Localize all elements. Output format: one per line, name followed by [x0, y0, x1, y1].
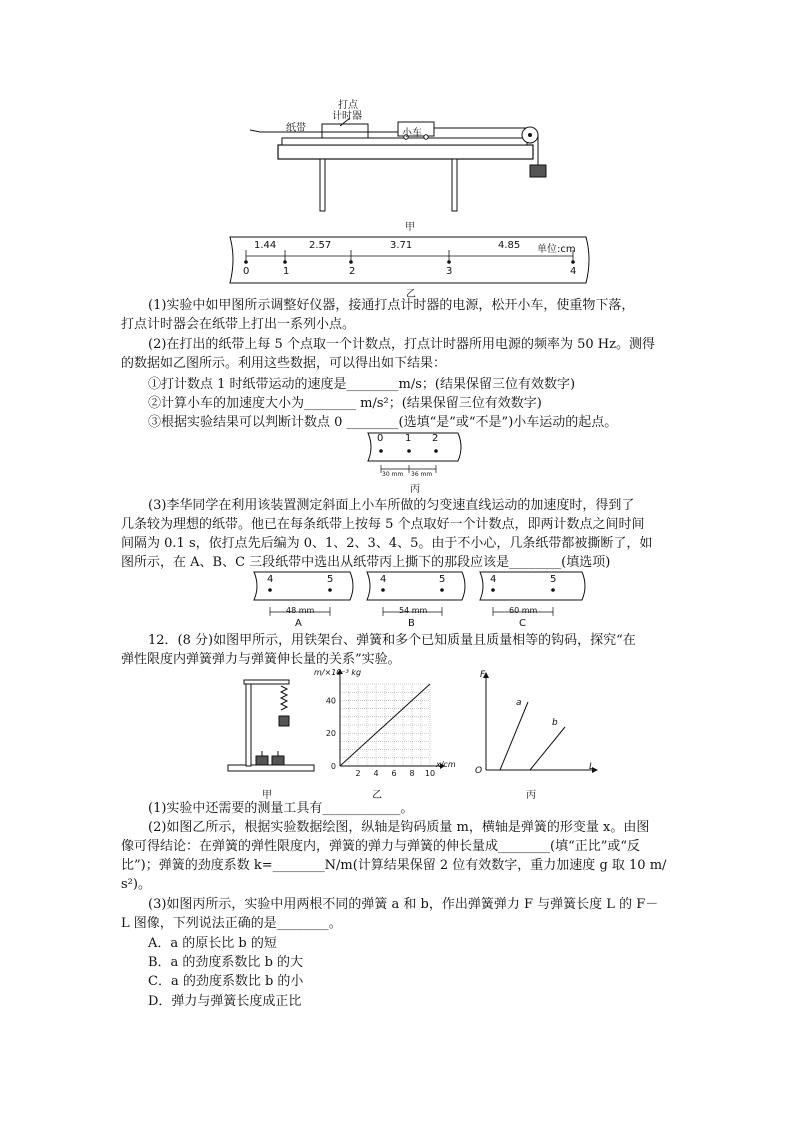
line-b	[530, 727, 565, 770]
q2-line1: (2)在打出的纸带上每 5 个点取一个计数点，打点计时器所用电源的频率为 50 Hz。测得	[148, 337, 655, 352]
y-tick-label: 20	[325, 729, 336, 739]
q3-line2: 几条较为理想的纸带。他已在每条纸带上按每 5 个点取好一个计数点，即两计数点之间时间	[121, 517, 645, 532]
p3-line2: L 图像，下列说法正确的是________。	[121, 916, 342, 931]
q2-line2: 的数据如乙图所示。利用这些数据，可以得出如下结果：	[121, 356, 447, 371]
q1-line1: (1)实验中如甲图所示调整好仪器，接通打点计时器的电源，松开小车，使重物下落，	[148, 298, 635, 313]
p3-line1: (3)如图丙所示，实验中用两根不同的弹簧 a 和 b，作出弹簧弹力 F 与弹簧长度 L 的 F－	[148, 897, 659, 912]
caption-12-bing: 丙	[526, 790, 536, 801]
x-tick-label: 2	[355, 769, 361, 778]
x-tick-label: 8	[409, 769, 415, 778]
p2-line3: 比”)；弹簧的劲度系数 k=________N/m(计算结果保留 2 位有效数字，重力加速度 g 取 10 m/	[121, 858, 667, 873]
tape-point-4: 4	[570, 266, 577, 277]
caption-12-yi: 乙	[372, 790, 382, 801]
bing-dist-1: 30 mm	[382, 471, 404, 478]
y-tick-label: 0	[330, 762, 336, 771]
figure-iron-stand	[226, 672, 316, 782]
fl-b: b	[552, 718, 558, 728]
fl-L: L	[589, 762, 595, 772]
x-tick-label: 10	[424, 769, 436, 778]
tape-c-p5: 5	[550, 574, 557, 585]
q3-line4: 图所示，在 A、B、C 三段纸带中选出从纸带丙上撕下的那段应该是________(填选项)	[121, 555, 611, 570]
q2-item3: ③根据实验结果可以判断计数点 0 ________(选填“是”或“不是”)小车运动的起点。	[148, 415, 618, 430]
q3-line1: (3)李华同学在利用该装置测定斜面上小车所做的匀变速直线运动的加速度时，得到了	[148, 498, 635, 513]
p2-line1: (2)如图乙所示，根据实验数据绘图，纵轴是钩码质量 m，横轴是弹簧的形变量 x。由图	[148, 820, 650, 835]
tape-dist-2: 2.57	[309, 240, 332, 251]
x-tick-label: 6	[391, 769, 397, 778]
tape-b-dist: 54 mm	[399, 606, 428, 615]
option-d: D．弹力与弹簧长度成正比	[148, 994, 302, 1009]
hanging-weight	[530, 165, 546, 177]
q2-item1: ①打计数点 1 时纸带运动的速度是________m/s；(结果保留三位有效数字)	[148, 377, 576, 392]
label-cart: 小车	[402, 128, 422, 139]
tape-c-dist: 60 mm	[509, 606, 538, 615]
figure-apparatus	[240, 90, 560, 230]
chart-mass-vs-deformation	[318, 668, 448, 782]
option-a: A．a 的原长比 b 的短	[148, 936, 277, 951]
timer-box	[322, 124, 368, 138]
caption-yi: 乙	[406, 289, 416, 300]
tape-b-p5: 5	[439, 574, 446, 585]
tape-a-label: A	[295, 618, 302, 629]
tape-a-p5: 5	[327, 574, 334, 585]
tape-unit: 单位:cm	[537, 244, 576, 255]
bing-point-1: 1	[405, 433, 412, 444]
tape-point-1: 1	[283, 266, 290, 277]
chart-ylabel: m/×10⁻³ kg	[314, 668, 362, 677]
tape-b-p4: 4	[380, 574, 387, 585]
q3-line3: 间隔为 0.1 s，依打点先后编为 0、1、2、3、4、5。由于不小心，几条纸带都被撕断了，如	[121, 536, 653, 551]
table-top	[278, 145, 533, 159]
tape-dist-3: 3.71	[390, 240, 413, 251]
q2-item2: ②计算小车的加速度大小为________ m/s²；(结果保留三位有效数字)	[148, 396, 542, 411]
tape-a-dist: 48 mm	[286, 606, 315, 615]
q1-line2: 打点计时器会在纸带上打出一系列小点。	[121, 317, 356, 332]
q12-line2: 弹性限度内弹簧弹力与弹簧伸长量的关系”实验。	[121, 652, 401, 667]
label-timer-2: 计时器	[332, 111, 362, 122]
caption-12-jia: 甲	[262, 790, 272, 801]
tape-point-3: 3	[446, 266, 453, 277]
table-leg-right	[452, 159, 457, 211]
p2-line2: 像可得结论：在弹簧的弹性限度内，弹簧的弹力与弹簧的伸长量成________(填“正比”或“反	[121, 839, 641, 854]
figure-tapes-abc	[252, 570, 592, 632]
bing-dist-2: 36 mm	[411, 471, 433, 478]
chart-xlabel: x/cm	[436, 760, 456, 769]
label-tape: 纸带	[286, 123, 306, 134]
table-leg-left	[320, 159, 325, 211]
x-tick-label: 4	[373, 769, 379, 778]
label-timer-1: 打点	[338, 100, 358, 111]
tape-c-label: C	[519, 618, 526, 629]
y-tick-label: 40	[325, 696, 336, 706]
fl-F: F	[480, 670, 486, 680]
bing-point-2: 2	[432, 433, 439, 444]
p1: (1)实验中还需要的测量工具有____________。	[148, 801, 414, 816]
tape-point-2: 2	[349, 266, 356, 277]
fl-a: a	[516, 698, 522, 708]
figure-f-l	[470, 672, 600, 782]
fl-O: O	[475, 766, 483, 776]
option-c: C．a 的劲度系数比 b 的小	[148, 974, 304, 989]
q12-line1: 12．(8 分)如图甲所示，用铁架台、弹簧和多个已知质量且质量相等的钩码，探究“在	[148, 633, 636, 648]
tape-b-label: B	[408, 618, 415, 629]
tape-c-p4: 4	[490, 574, 497, 585]
tape-a-p4: 4	[267, 574, 274, 585]
caption-jia: 甲	[405, 222, 415, 233]
option-b: B．a 的劲度系数比 b 的大	[148, 955, 304, 970]
line-a	[500, 702, 528, 770]
tape-dist-1: 1.44	[254, 240, 277, 251]
p2-line4: s²)。	[121, 877, 151, 892]
tape-point-0: 0	[243, 266, 250, 277]
bing-point-0: 0	[377, 433, 384, 444]
caption-bing-1: 丙	[410, 484, 420, 495]
tape-dist-4: 4.85	[498, 240, 521, 251]
